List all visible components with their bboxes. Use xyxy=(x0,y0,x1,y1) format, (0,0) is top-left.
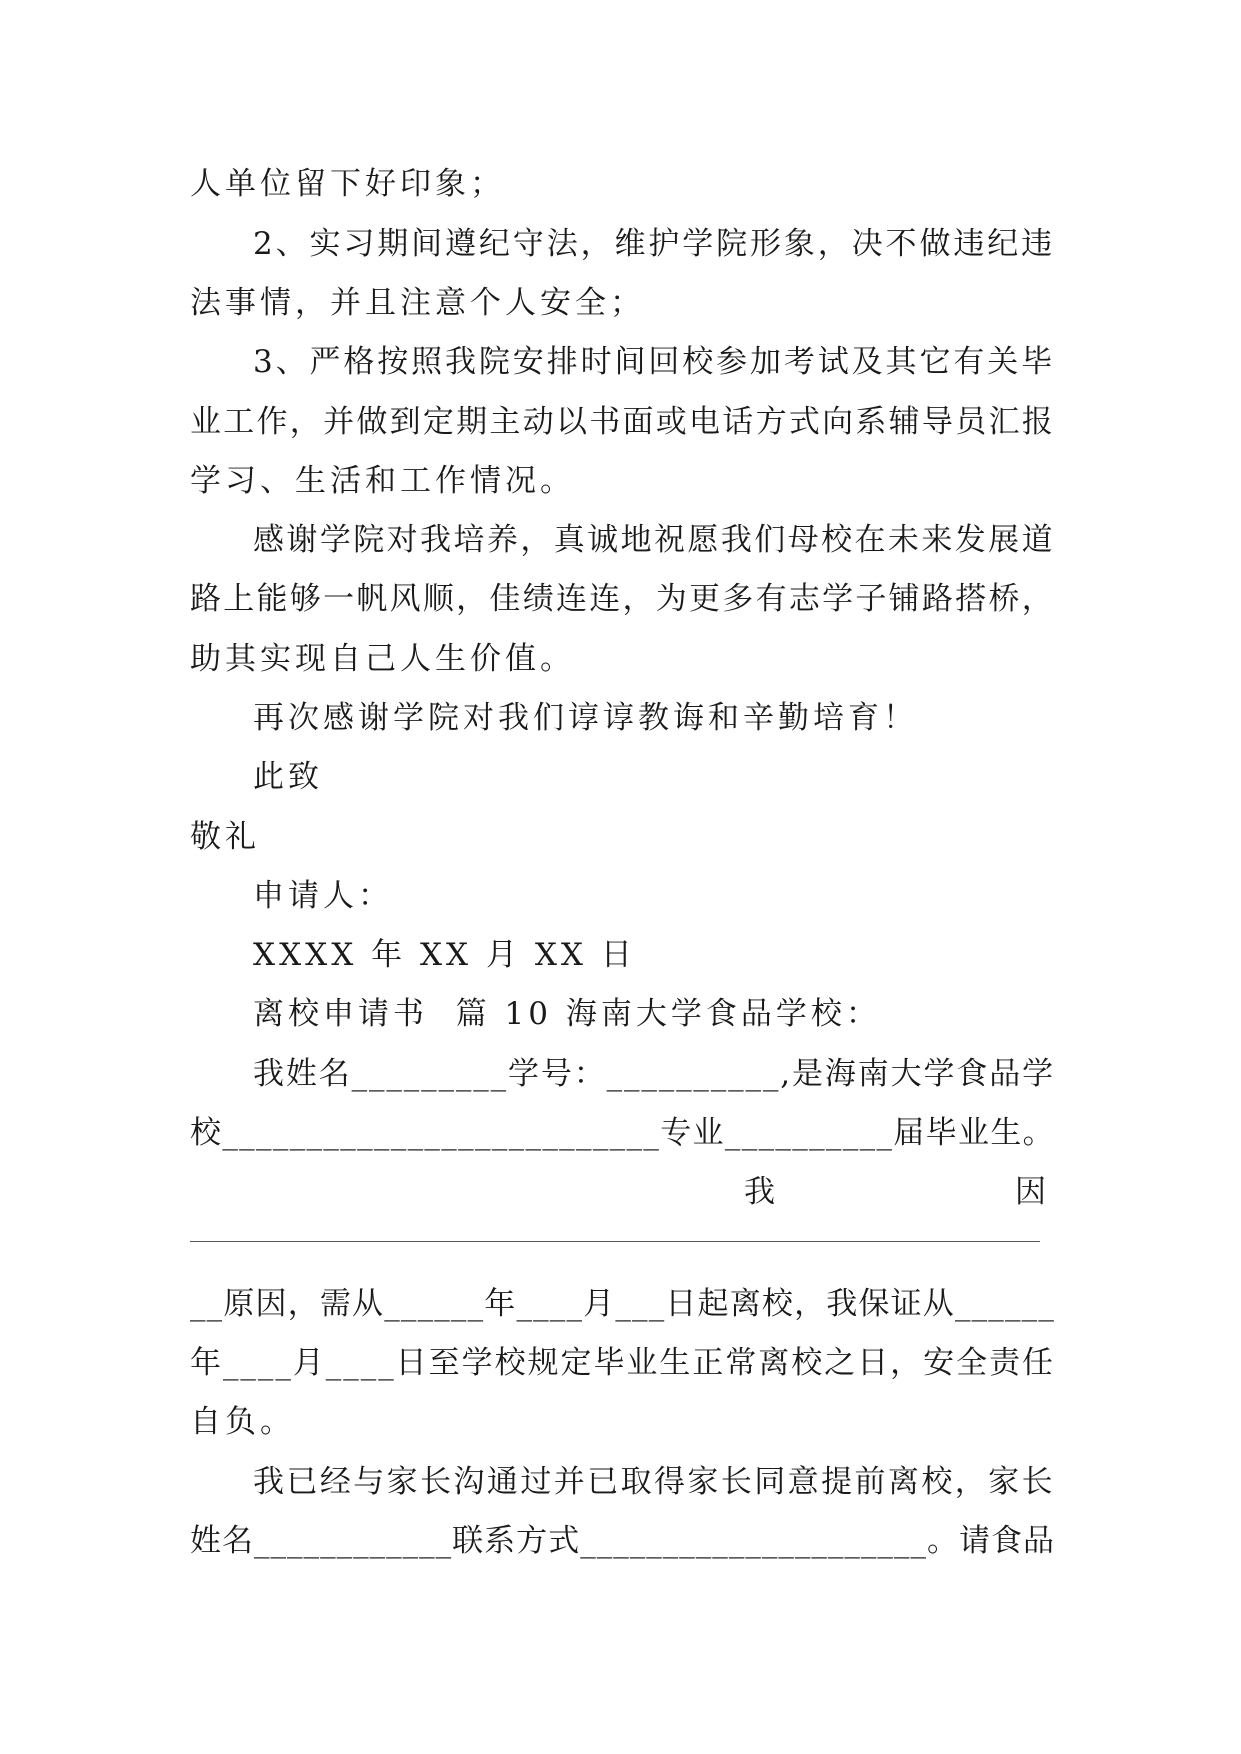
paragraph-line: 学习、生活和工作情况。 xyxy=(190,463,575,499)
paragraph-line: 2、实习期间遵纪守法，维护学院形象，决不做违纪违 xyxy=(253,226,1055,262)
spread-text-right: 因 xyxy=(1015,1174,1046,1210)
paragraph-line: 自负。 xyxy=(190,1404,295,1440)
form-line: 我姓名_________学号：__________,是海南大学食品学 xyxy=(253,1056,1055,1092)
applicant-label: 申请人： xyxy=(253,878,393,914)
blank-underline xyxy=(190,1241,1040,1242)
paragraph-line: 我已经与家长沟通过并已取得家长同意提前离校，家长 xyxy=(253,1464,1055,1500)
paragraph-line: 路上能够一帆风顺，佳绩连连，为更多有志学子铺路搭桥， xyxy=(190,581,1055,617)
paragraph-line: 3、严格按照我院安排时间回校参加考试及其它有关毕 xyxy=(253,344,1055,380)
form-line: 校__________________________专业__________届毕业生。 xyxy=(190,1115,1055,1151)
paragraph-line: 感谢学院对我培养，真诚地祝愿我们母校在未来发展道 xyxy=(253,522,1055,558)
paragraph-line: 法事情，并且注意个人安全； xyxy=(190,285,645,321)
date-line: XXXX 年 XX 月 XX 日 xyxy=(253,937,636,973)
form-line: __原因，需从______年____月___日起离校，我保证从______ xyxy=(190,1286,1055,1322)
paragraph-line: 人单位留下好印象； xyxy=(190,166,505,202)
paragraph-line: 业工作，并做到定期主动以书面或电话方式向系辅导员汇报 xyxy=(190,404,1055,440)
closing-salutation: 此致 xyxy=(253,759,323,795)
spread-text-left: 我 xyxy=(744,1174,775,1210)
paragraph-line: 再次感谢学院对我们谆谆教诲和辛勤培育！ xyxy=(253,700,918,736)
paragraph-line: 助其实现自己人生价值。 xyxy=(190,641,575,677)
section-heading: 离校申请书 篇 10 海南大学食品学校： xyxy=(253,996,881,1032)
form-line: 年____月____日至学校规定毕业生正常离校之日，安全责任 xyxy=(190,1345,1055,1381)
closing-regards: 敬礼 xyxy=(190,819,260,855)
form-line: 姓名____________联系方式_____________________。请食品 xyxy=(190,1523,1055,1559)
